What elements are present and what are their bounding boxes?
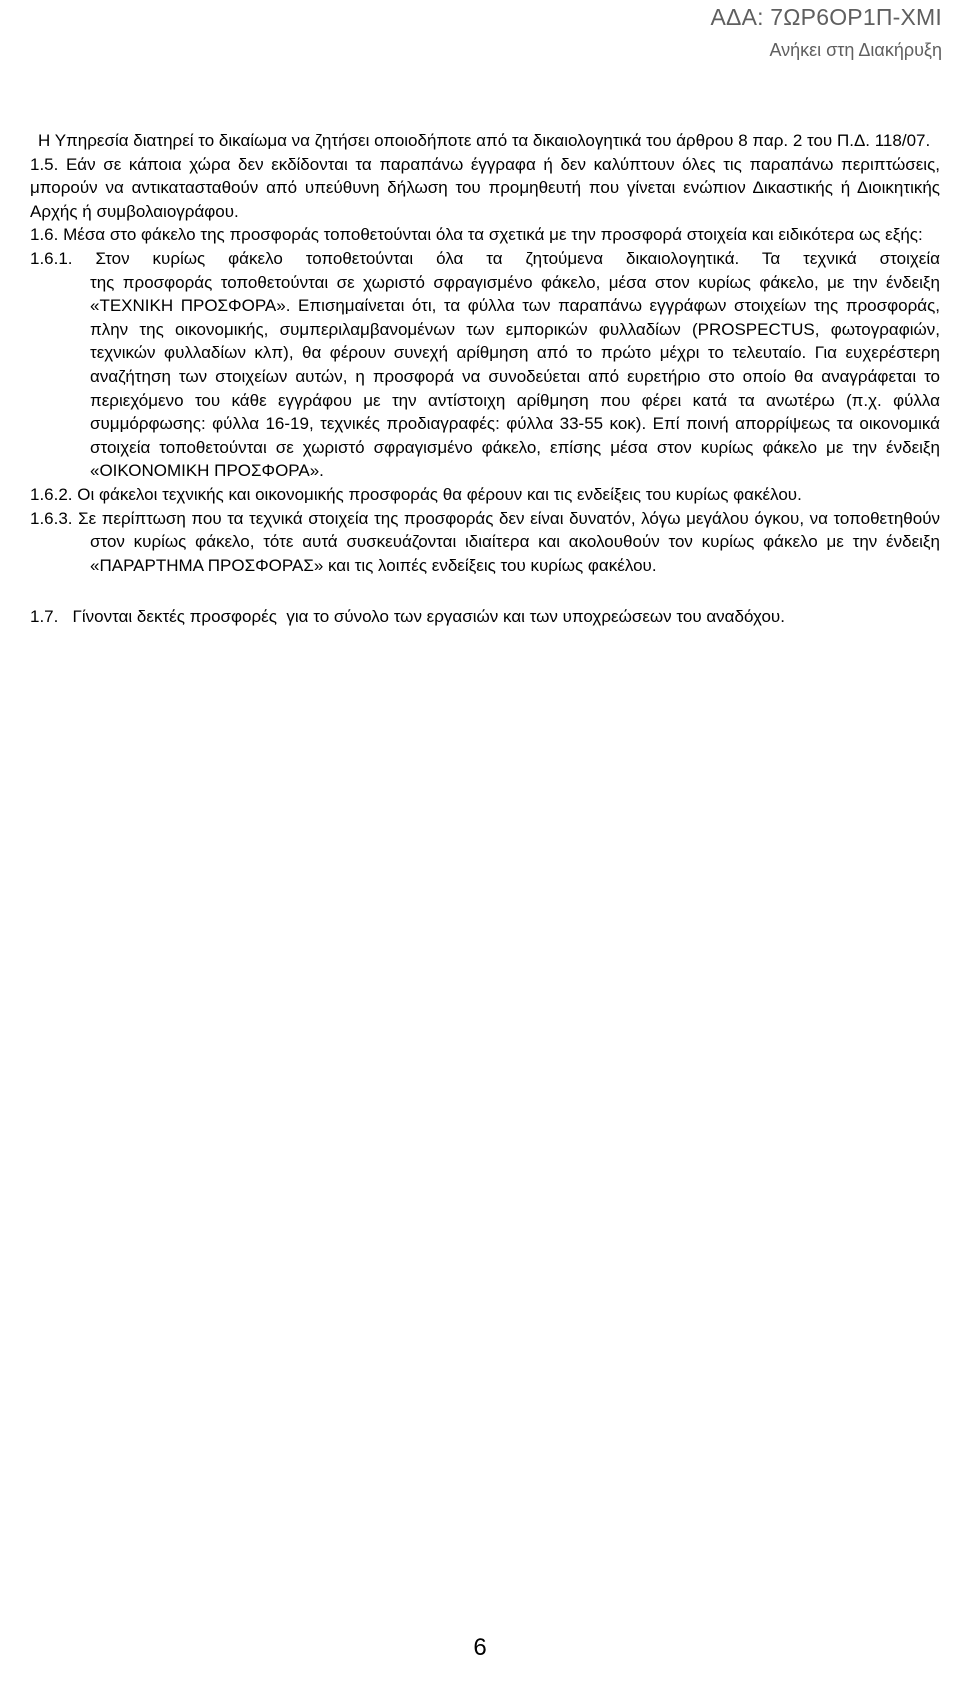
paragraph-1-6: 1.6. Μέσα στο φάκελο της προσφοράς τοποθετούνται όλα τα σχετικά με την προσφορά στοιχεία και ειδικότερα ως εξής: [30,225,923,245]
document-body [30,129,940,629]
paragraph-rights: Η Υπηρεσία διατηρεί το δικαίωμα να ζητήσει οποιοδήποτε από τα δικαιολογητικά του άρθρου 8 παρ. 2 του Π.Δ. 118/07. [38,131,931,150]
paragraph-1-6-2: 1.6.2. Οι φάκελοι τεχνικής και οικονομικής προσφοράς θα φέρουν και τις ενδείξεις του κυρίως φακέλου. [30,484,802,504]
paragraph-1-6-1-head: 1.6.1. Στον κυρίως φάκελο τοποθετούνται όλα τα ζητούμενα δικαιολογητικά. Τα τεχνικά στοιχεία [30,248,940,268]
paragraph-1-6-1-body: της προσφοράς τοποθετούνται σε χωριστό σφραγισμένο φάκελο, μέσα στον κυρίως φάκελο, με την ένδειξη «ΤΕΧΝΙΚΗ ΠΡΟΣΦΟΡΑ». Επισημαίνεται ότι, τα φύλλα των παραπάνω εγγράφων στοιχείων της προσφοράς, πλην της οικονομικής, συμπεριλαμβανομένων των εμπορικών φυλλαδίων (PROSPECTUS, φωτογραφιών, τεχνικών φυλλαδίων κλπ), θα φέρουν συνεχή αρίθμηση από το πρώτο μέχρι το τελευταίο. Για ευχερέστερη αναζήτηση των στοιχείων αυτών, η προσφορά να συνοδεύεται από ευρετήριο στο οποίο θα αναγράφεται το περιεχόμενο του κάθε εγγράφου με την αντίστοιχη αρίθμηση που φέρει κατά τα ανωτέρω (π.χ. φύλλα συμμόρφωσης: φύλλα 16-19, τεχνικές προδιαγραφές: φύλλα 33-55 κοκ). Επί ποινή απορρίψεως τα οικονομικά στοιχεία τοποθετούνται σε χωριστό σφραγισμένο φάκελο, επίσης μέσα στον κυρίως φάκελο με την ένδειξη «ΟΙΚΟΝΟΜΙΚΗ ΠΡΟΣΦΟΡΑ». [90,272,940,481]
paragraph-1-6-3: 1.6.3. Σε περίπτωση που τα τεχνικά στοιχεία της προσφοράς δεν είναι δυνατόν, λόγω μεγάλου όγκου, να τοποθετηθούν στον κυρίως φάκελο, τότε αυτά συσκευάζονται ιδιαίτερα και ακολουθούν τον κυρίως φάκελο με την ένδειξη «ΠΑΡΑΡΤΗΜΑ ΠΡΟΣΦΟΡΑΣ» και τις λοιπές ενδείξεις του κυρίως φακέλου. [30,508,940,575]
page-number: 6 [473,1634,487,1661]
paragraph-1-7: 1.7. Γίνονται δεκτές προσφορές για το σύνολο των εργασιών και των υποχρεώσεων του αναδόχου. [30,607,785,627]
belongs-to-label: Ανήκει στη Διακήρυξη [769,40,942,60]
spacer [30,577,940,605]
paragraph-1-5: 1.5. Εάν σε κάποια χώρα δεν εκδίδονται τα παραπάνω έγγραφα ή δεν καλύπτουν όλες τις παραπάνω περιπτώσεις, μπορούν να αντικατασταθούν από υπεύθυνη δήλωση του προμηθευτή που γίνεται ενώπιον Δικαστικής ή Διοικητικής Αρχής ή συμβολαιογράφου. [30,154,940,221]
ada-code: ΑΔΑ: 7ΩΡ6ΟΡ1Π-ΧΜΙ [710,4,942,30]
